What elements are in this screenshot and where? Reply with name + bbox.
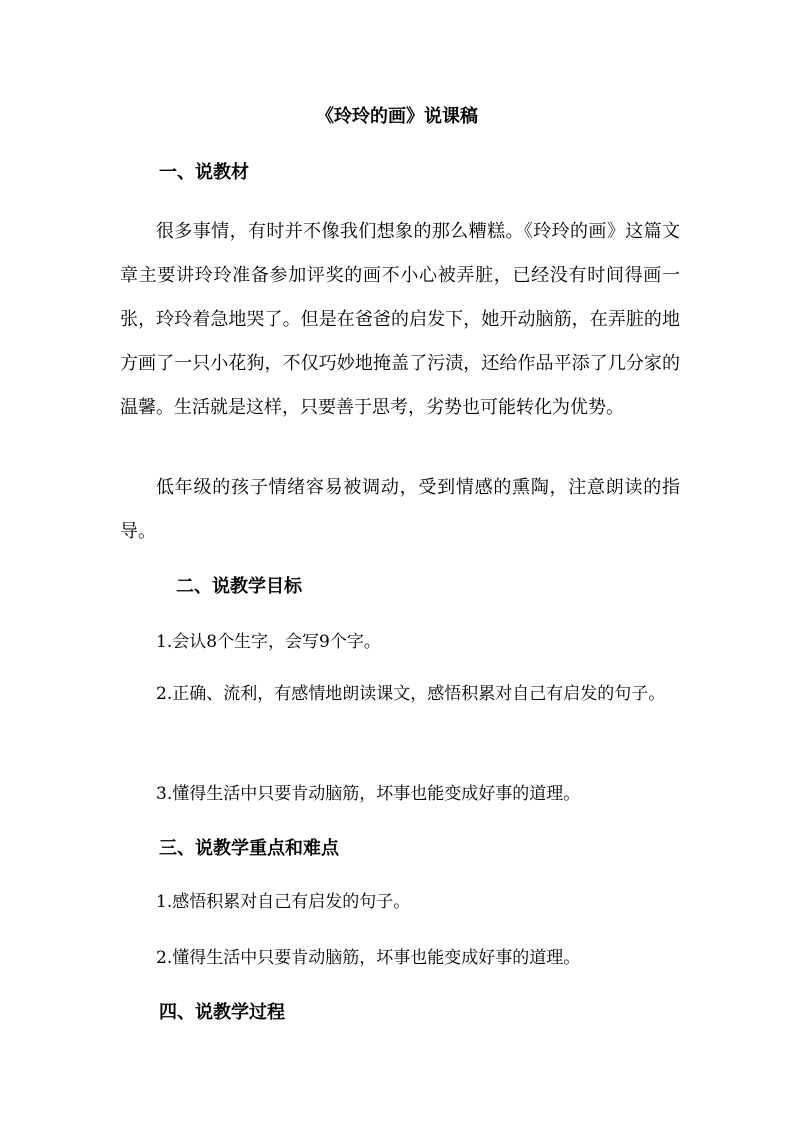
section-heading-textbook: 一、说教材 [159,162,249,183]
textbook-paragraph-1: 很多事情，有时并不像我们想象的那么糟糕。《玲玲的画》这篇文章主要讲玲玲准备参加评奖的画不小心被弄脏，已经没有时间得画一张，玲玲着急地哭了。但是在爸爸的启发下，她开动脑筋，在弄脏的地方画了一只小花狗，不仅巧妙地掩盖了污渍，还给作品平添了几分家的温馨。生活就是这样，只要善于思考，劣势也可能转化为优势。 [120,221,680,418]
section-heading-process: 四、说教学过程 [159,1002,285,1023]
objective-item-3: 3.懂得生活中只要肯动脑筋，坏事也能变成好事的道理。 [156,784,581,804]
textbook-paragraph-2: 低年级的孩子情绪容易被调动，受到情感的熏陶，注意朗读的指导。 [120,477,680,542]
objective-item-1: 1.会认8个生字，会写9个字。 [156,632,381,652]
key-point-item-2: 2.懂得生活中只要肯动脑筋，坏事也能变成好事的道理。 [156,948,581,968]
section-heading-objectives: 二、说教学目标 [176,576,302,597]
key-point-item-1: 1.感悟积累对自己有启发的句子。 [156,892,411,912]
document-title: 《玲玲的画》说课稿 [316,106,478,127]
objective-item-2: 2.正确、流利，有感情地朗读课文，感悟积累对自己有启发的句子。 [156,684,666,704]
section-heading-key-points: 三、说教学重点和难点 [159,838,339,859]
